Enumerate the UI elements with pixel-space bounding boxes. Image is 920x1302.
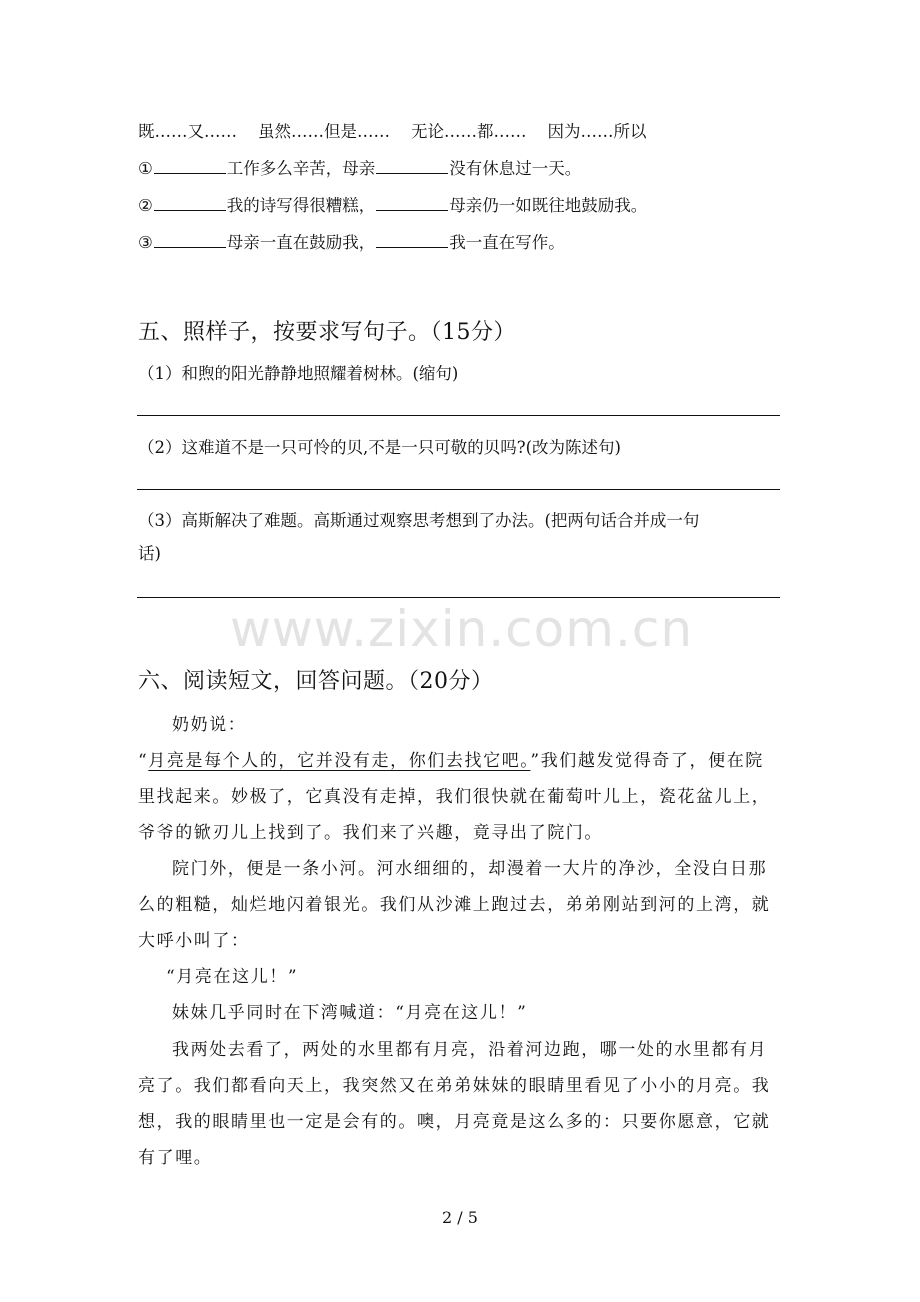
fill-item-2 [138, 192, 647, 216]
paragraph-5-line1: 我两处去看了，两处的水里都有月亮，沿着河边跑，哪一处的水里都有月 [172, 1040, 768, 1060]
paragraph-2-line1: 院门外，便是一条小河。河水细细的，却漫着一大片的净沙，全没白日那 [172, 859, 768, 879]
item-marker: ② [138, 196, 153, 215]
paragraph-2-line3: 大呼小叫了： [138, 931, 250, 951]
fill-item-3 [138, 229, 565, 253]
paragraph-5-line3: 想，我的眼睛里也一定是会有的。噢，月亮竟是这么多的：只要你愿意，它就 [138, 1112, 771, 1132]
option-2: 虽然……但是…… [257, 122, 390, 141]
section5-title: 五、照样子，按要求写句子。（15分） [138, 320, 516, 345]
underlined-quote: 月亮是每个人的，它并没有走，你们去找它吧。 [148, 751, 531, 771]
paragraph-1-line2: 里找起来。妙极了，它真没有走掉，我们很快就在葡萄叶儿上，瓷花盆儿上， [138, 787, 771, 807]
blank-field[interactable] [376, 196, 448, 211]
paragraph-1-line3: 爷爷的锨刃儿上找到了。我们来了兴趣，竟寻出了院门。 [138, 823, 603, 843]
page-number: 2 / 5 [442, 1208, 478, 1227]
watermark: www.zixin.com.cn [230, 600, 694, 658]
paragraph-3: “月亮在这儿！” [166, 967, 299, 987]
item-middle: 母亲一直在鼓励我， [226, 233, 376, 252]
item-end: 母亲仍一如既往地鼓励我。 [449, 196, 648, 215]
blank-field[interactable] [154, 233, 226, 248]
item-end: 没有休息过一天。 [449, 159, 582, 178]
blank-field[interactable] [376, 159, 448, 174]
question-3-line1: （3）高斯解决了难题。高斯通过观察思考想到了办法。(把两句话合并成一句 [138, 511, 700, 530]
question-3-line2: 话) [138, 544, 161, 563]
option-3: 无论……都…… [410, 122, 527, 141]
paragraph-0: 奶奶说： [172, 715, 247, 735]
item-end: 我一直在写作。 [449, 233, 565, 252]
option-1: 既……又…… [138, 122, 237, 141]
fill-item-1 [138, 155, 581, 179]
item-marker: ① [138, 159, 153, 178]
paragraph-5-line4: 有了哩。 [138, 1148, 213, 1168]
option-4: 因为……所以 [547, 122, 647, 141]
item-middle: 我的诗写得很糟糕， [226, 196, 376, 215]
quote-rest: ”我们越发觉得奇了，便在院 [530, 751, 764, 771]
blank-field[interactable] [376, 233, 448, 248]
section6-title: 六、阅读短文，回答问题。（20分） [138, 669, 494, 694]
question-1: （1）和煦的阳光静静地照耀着树林。(缩句) [138, 364, 459, 383]
item-marker: ③ [138, 233, 153, 252]
paragraph-5-line2: 亮了。我们都看向天上，我突然又在弟弟妹妹的眼睛里看见了小小的月亮。我 [138, 1076, 771, 1096]
paragraph-4: 妹妹几乎同时在下湾喊道：“月亮在这儿！” [172, 1003, 528, 1023]
item-middle: 工作多么辛苦，母亲 [226, 159, 376, 178]
answer-line-1[interactable] [137, 415, 780, 416]
paragraph-1-line1 [138, 746, 764, 771]
paragraph-2-line2: 么的粗糙，灿烂地闪着银光。我们从沙滩上跑过去，弟弟刚站到河的上湾，就 [138, 895, 771, 915]
blank-field[interactable] [154, 159, 226, 174]
answer-line-3[interactable] [137, 597, 780, 598]
answer-line-2[interactable] [137, 489, 780, 490]
blank-field[interactable] [154, 196, 226, 211]
quote-open: “ [138, 751, 149, 771]
question-2: （2）这难道不是一只可怜的贝,不是一只可敬的贝吗?(改为陈述句) [138, 438, 621, 457]
conjunction-options [138, 118, 646, 142]
